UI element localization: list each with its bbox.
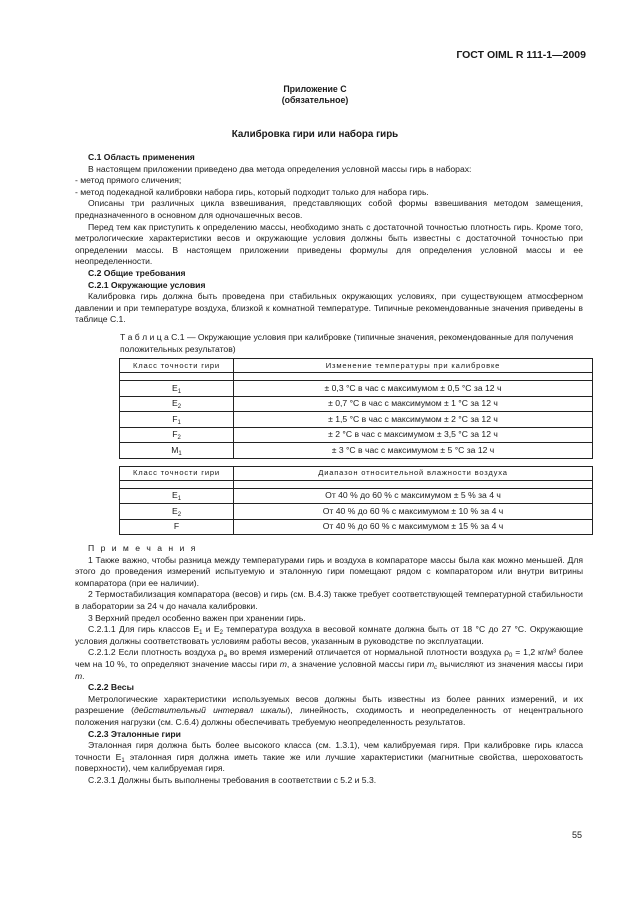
c22-heading: С.2.2 Весы [88, 682, 134, 693]
condition-value-cell: ± 0,7 °С в час с максимумом ± 1 °С за 12 ч [234, 396, 593, 412]
note-item: 1 Также важно, чтобы разница между температурами гирь и воздуха в компараторе массы была как можно меньшей. Для этого до проведения измерений испытуемую и эталонную гири помещают рядом с компаратором или внутри витрины компаратора (при ее наличии). [75, 554, 583, 588]
c211-paragraph: С.2.1.1 Для гирь классов $E_1$ и $E_2$ температура воздуха в весовой комнате должна быть от 18 °С до 27 °С. Окружающие условия должны соответствовать условиям работы весов, указанным в руководстве по эксплуатации. [75, 624, 583, 646]
table-row [120, 381, 593, 397]
notes-heading: П р и м е ч а н и я [88, 543, 198, 554]
c212-paragraph: С.2.1.2 Если плотность воздуха $\rho_a$ во время измерений отличается от нормальной плотности воздуха $\rho_0 = 1,2$ кг/м³ более чем на 10 %, то определяют значение массы гири m, а значение условной массы гири $m_c$ вычисляют из значения массы гири m. [75, 647, 584, 681]
table-row [120, 443, 593, 459]
c23-heading: С.2.3 Эталонные гири [88, 728, 181, 739]
accuracy-class-cell: $E_2$ [120, 504, 234, 520]
table-header-class: Класс точности гири [120, 466, 234, 480]
condition-value-cell: ± 2 °С в час с максимумом ± 3,5 °С за 12 ч [234, 427, 593, 443]
accuracy-class-cell: $F_1$ [120, 412, 234, 428]
accuracy-class-cell: $E_1$ [120, 381, 234, 397]
section-title: Калибровка гири или набора гирь [231, 129, 399, 140]
c21-paragraph: Калибровка гирь должна быть проведена при стабильных окружающих условиях, при существующем атмосферном давлении и при температуре воздуха, близкой к комнатной температуре. Типичные рекомендованные значения приведены в таблице С.1. [75, 291, 583, 325]
note-item: 3 Верхний предел особенно важен при хранении гирь. [88, 612, 306, 623]
c1-heading: С.1 Область применения [88, 152, 195, 162]
table-row [120, 488, 593, 504]
condition-value-cell: От 40 % до 60 % с максимумом ± 10 % за 4 ч [234, 504, 593, 520]
table-header-temperature: Изменение температуры при калибровке [234, 359, 593, 373]
condition-value-cell: ± 1,5 °С в час с максимумом ± 2 °С за 12 ч [234, 412, 593, 428]
c1-list-item: - метод прямого сличения; [75, 175, 182, 186]
condition-value-cell: ± 0,3 °С в час с максимумом ± 0,5 °С за 12 ч [234, 381, 593, 397]
annex-status: (обязательное) [281, 95, 349, 105]
humidity-table [119, 466, 593, 536]
c1-paragraph: В настоящем приложении приведено два метода определения условной массы гирь в наборах: [88, 163, 472, 174]
c1-paragraph: Описаны три различных цикла взвешивания, представляющих собой формы взвешивания методом замещения, предназначенного в основном для одночашечных весов. [75, 198, 583, 220]
condition-value-cell: От 40 % до 60 % с максимумом ± 15 % за 4 ч [234, 519, 593, 535]
table-row [120, 519, 593, 535]
table-header-class: Класс точности гири [120, 359, 234, 373]
annex-heading [0, 84, 630, 106]
document-header: ГОСТ OIML R 111-1—2009 [456, 49, 586, 61]
annex-title: Приложение С [283, 84, 347, 94]
accuracy-class-cell: $M_1$ [120, 443, 234, 459]
accuracy-class-cell: $E_2$ [120, 396, 234, 412]
condition-value-cell: От 40 % до 60 % с максимумом ± 5 % за 4 ч [234, 488, 593, 504]
note-item: 2 Термостабилизация компаратора (весов) и гирь (см. В.4.3) также требует соответствующей температурной стабильности в лаборатории за 24 ч до начала калибровки. [75, 589, 583, 612]
condition-value-cell: ± 3 °С в час с максимумом ± 5 °С за 12 ч [234, 443, 593, 459]
c231-paragraph: С.2.3.1 Должны быть выполнены требования в соответствии с 5.2 и 5.3. [88, 774, 377, 785]
c1-paragraph: Перед тем как приступить к определению массы, необходимо знать с достаточной точностью плотность гирь. Кроме того, метрологические характеристики весов и окружающие условия должны быть известны с достаточной точностью при определении массы. В настоящем приложении приведены формулы для определения условной массы и ее неопределенности. [75, 221, 583, 267]
table-row [120, 396, 593, 412]
table-row [120, 427, 593, 443]
c1-list-item: - метод подекадной калибровки набора гирь, который подходит только для набора гирь. [75, 186, 429, 197]
c22-paragraph: Метрологические характеристики используемых весов должны быть известны из более ранних измерений, и их разрешение (действительный интервал шкалы), линейность, сходимость и неопределенность от нецентрального положения нагрузки (см. С.6.4) должны обеспечивать требуемую неопределенность результатов. [75, 693, 583, 727]
document-body [75, 152, 583, 787]
accuracy-class-cell: $E_1$ [120, 488, 234, 504]
accuracy-class-cell: $F_2$ [120, 427, 234, 443]
temperature-table [119, 358, 593, 459]
table-row [120, 504, 593, 520]
table-caption: Т а б л и ц а С.1 — Окружающие условия при калибровке (типичные значения, рекомендованные для получения положительных результатов) [120, 331, 574, 354]
accuracy-class-cell: F [120, 519, 234, 535]
page-number: 55 [571, 830, 582, 840]
table-header-humidity: Диапазон относительной влажности воздуха [234, 466, 593, 480]
table-row [120, 412, 593, 428]
c21-heading: С.2.1 Окружающие условия [88, 279, 206, 290]
c23-paragraph: Эталонная гиря должна быть более высокого класса (см. 1.3.1), чем калибруемая гиря. При калибровке гирь класса точности $E_1$ эталонная гиря должна иметь такие же или лучшие характеристики (магнитные свойства, шероховатость поверхности), чем калибруемая гиря. [75, 740, 584, 774]
c2-heading: С.2 Общие требования [88, 267, 186, 278]
